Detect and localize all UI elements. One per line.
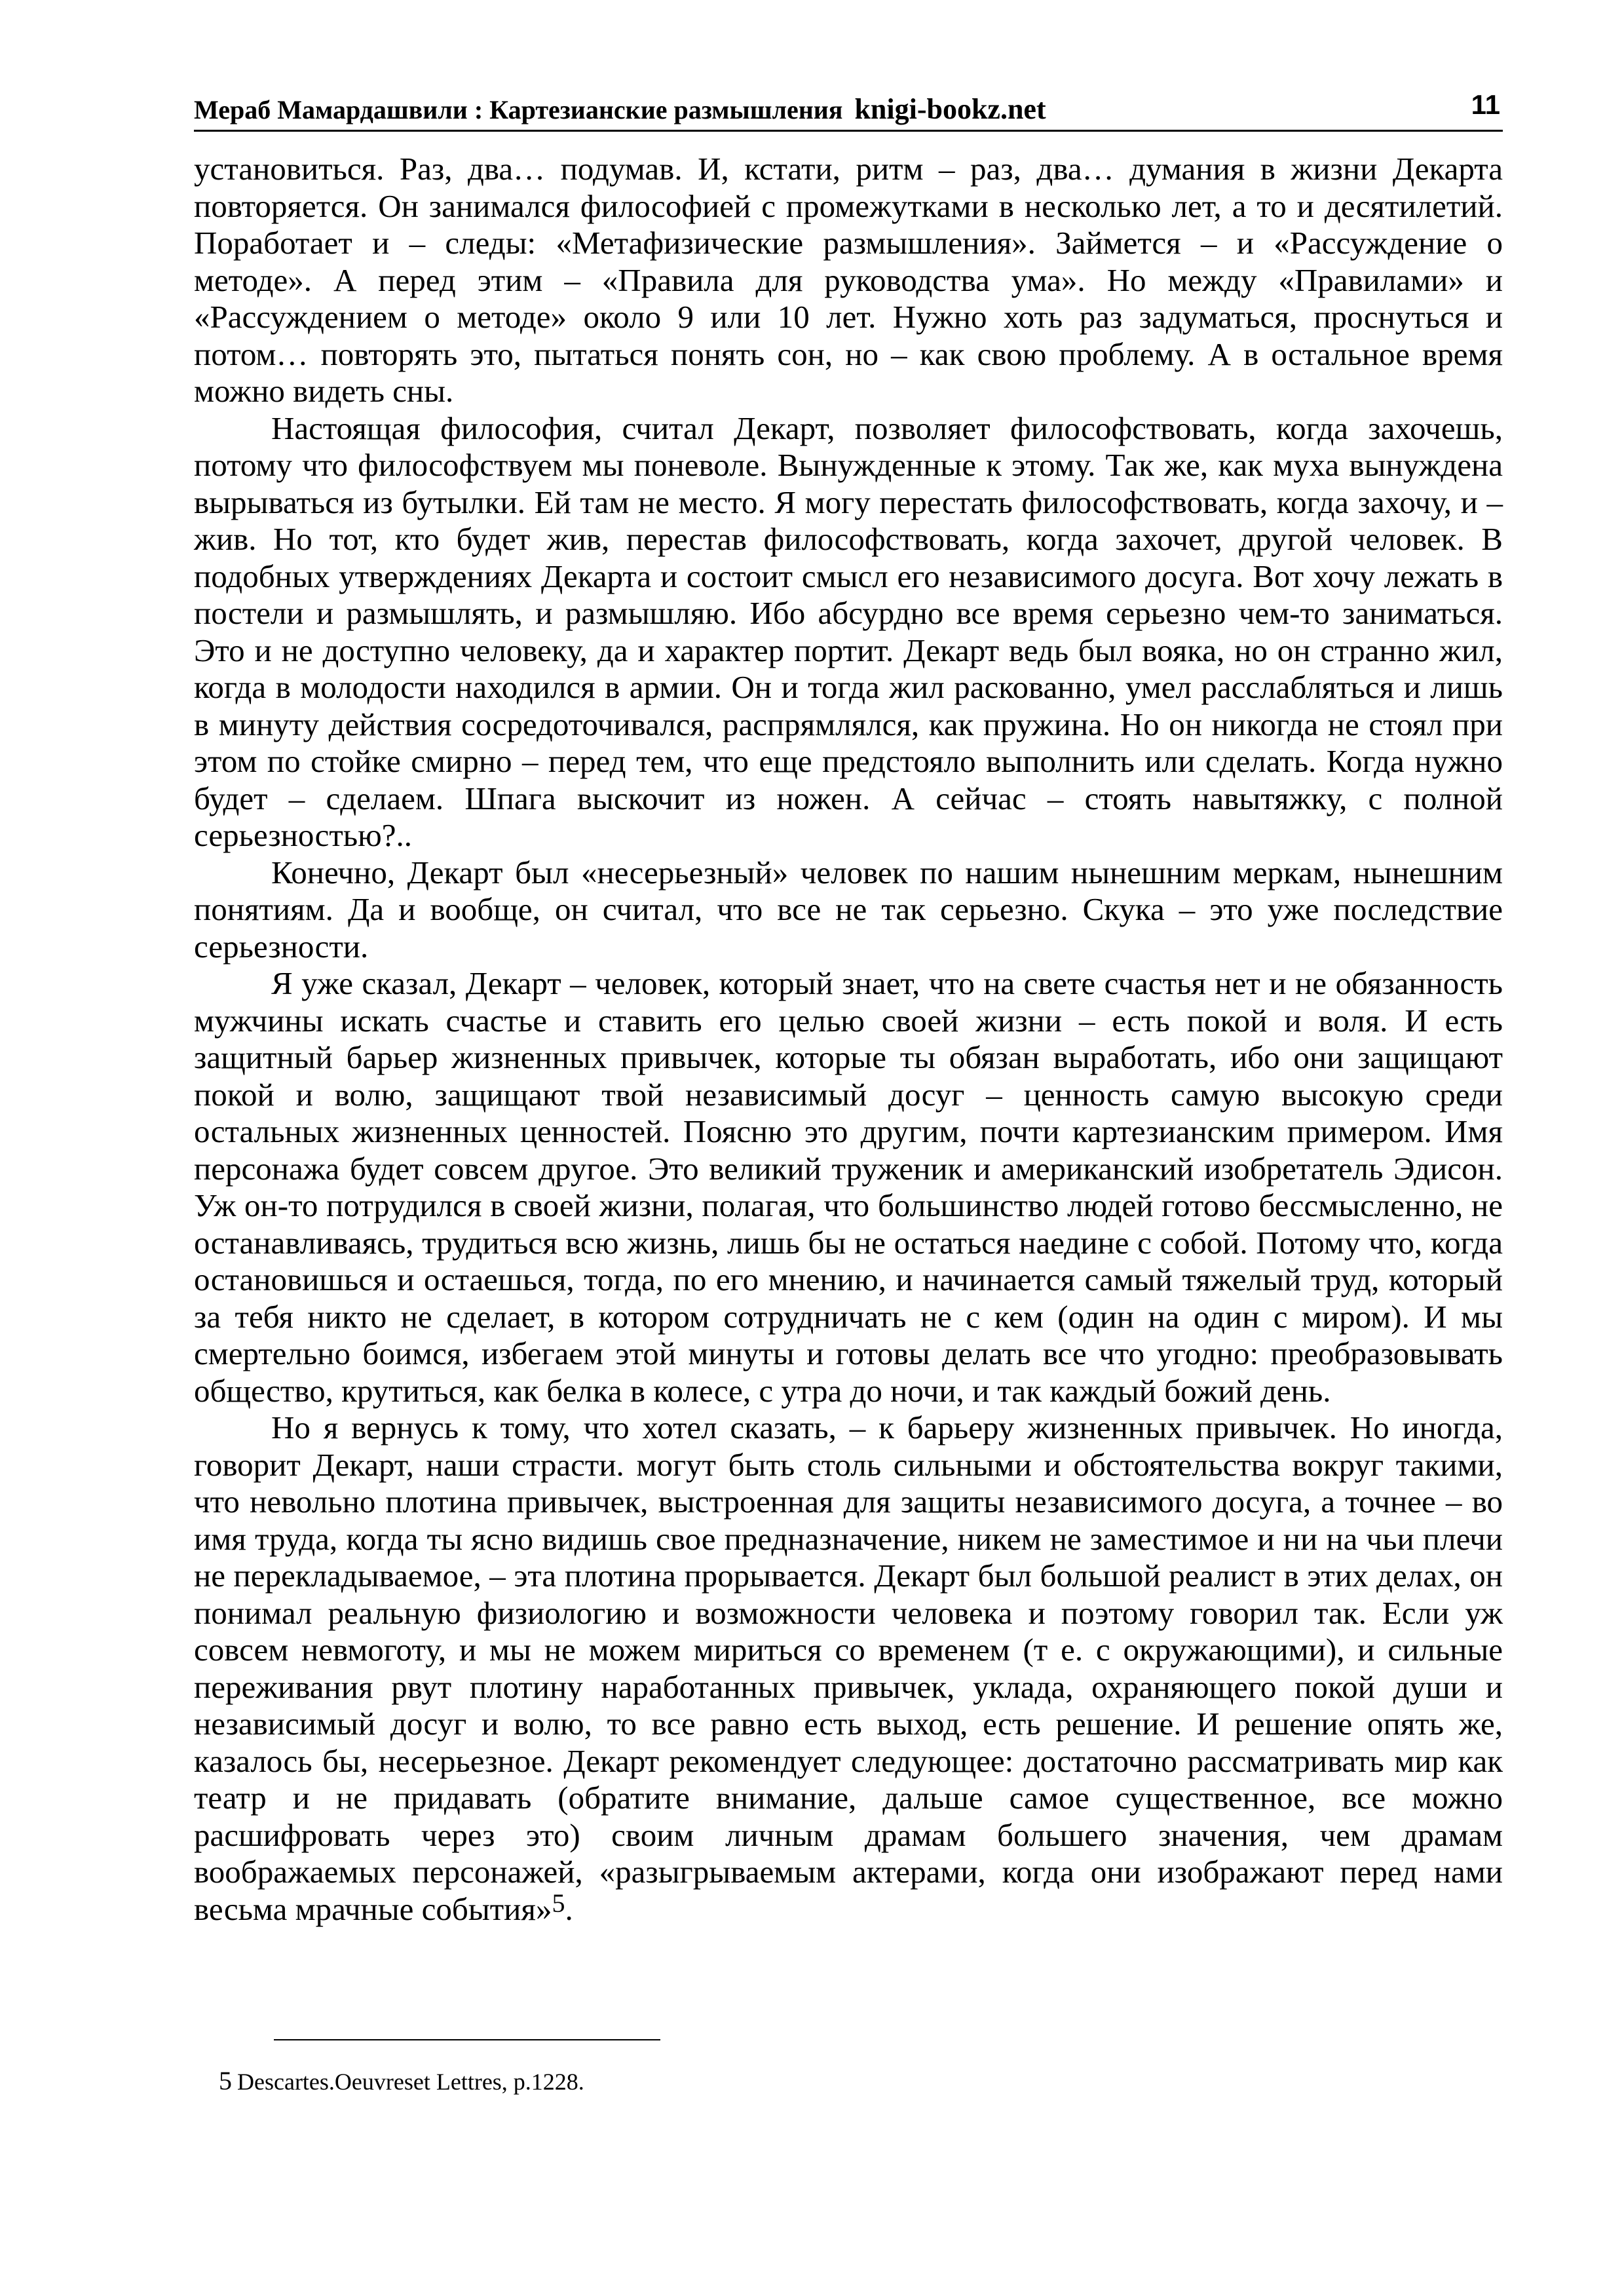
main-text — [194, 151, 1503, 1928]
page-number: 11 — [1471, 89, 1500, 120]
paragraph-1: установиться. Раз, два… подумав. И, кстати, ритм – раз, два… думания в жизни Декарта повторяется. Он занимался философией с промежутками в несколько лет, а то и десятилетий. Поработает и – следы: «Метафизические размышления». Займется – и «Рассуждение о методе». А перед этим – «Правила для руководства ума». Но между «Правилами» и «Рассуждением о методе» около 9 или 10 лет. Нужно хоть раз задуматься, проснуться и потом… повторять это, пытаться понять сон, но – как свою проблему. А в остальное время можно видеть сны. — [194, 151, 1503, 409]
paragraph-2: Настоящая философия, считал Декарт, позволяет философствовать, когда захочешь, потому что философствуем мы поневоле. Вынужденные к этому. Так же, как муха вынуждена вырываться из бутылки. Ей там не место. Я могу перестать философствовать, когда захочу, и – жив. Но тот, кто будет жив, перестав философствовать, когда захочет, другой человек. В подобных утверждениях Декарта и состоит смысл его независимого досуга. Вот хочу лежать в постели и размышлять, и размышляю. Ибо абсурдно все время серьезно чем-то заниматься. Это и не доступно человеку, да и характер портит. Декарт ведь был вояка, но он странно жил, когда в молодости находился в армии. Он и тогда жил раскованно, умел расслабляться и лишь в минуту действия сосредоточивался, распрямлялся, как пружина. Но он никогда не стоял при этом по стойке смирно – перед тем, что еще предстояло выполнить или сделать. Когда нужно будет – сделаем. Шпага выскочит из ножен. А сейчас – стоять навытяжку, с полной серьезностью?.. — [194, 410, 1503, 853]
footnote-number: 5 — [219, 2066, 232, 2095]
site-name: knigi-bookz.net — [854, 93, 1046, 125]
paragraph-5: Но я вернусь к тому, что хотел сказать, – к барьеру жизненных привычек. Но иногда, говорит Декарт, наши страсти. могут быть столь сильными и обстоятельства вокруг такими, что невольно плотина привычек, выстроенная для защиты независимого досуга, а точнее – во имя труда, когда ты ясно видишь свое предназначение, никем не заместимое и ни на чьи плечи не перекладываемое, – эта плотина прорывается. Декарт был большой реалист в этих делах, он понимал реальную физиологию и возможности человека и поэтому говорил так. Если уж совсем невмоготу, и мы не можем мириться со временем (т е. с окружающими), и сильные переживания рвут плотину наработанных привычек, уклада, охраняющего покой души и независимый досуг и волю, то все равно есть выход, есть решение. И решение опять же, казалось бы, несерьезное. Декарт рекомендует следующее: достаточно рассматривать мир как театр и не придавать (обратите внимание, дальше самое существенное, все можно расшифровать через это) своим личным драмам большего значения, чем драмам воображаемых персонажей, «разыгрываемым актерами, когда они изображают перед нами весьма мрачные события»$^5$. — [194, 1409, 1503, 1927]
page-header — [194, 90, 1503, 132]
book-title: Мераб Мамардашвили : Картезианские размышления — [194, 95, 843, 124]
paragraph-4: Я уже сказал, Декарт – человек, который знает, что на свете счастья нет и не обязанность мужчины искать счастье и ставить его целью своей жизни – есть покой и воля. И есть защитный барьер жизненных привычек, которые ты обязан выработать, ибо они защищают покой и волю, защищают твой независимый досуг – ценность самую высокую среди остальных жизненных ценностей. Поясню это другим, почти картезианским примером. Имя персонажа будет совсем другое. Это великий труженик и американский изобретатель Эдисон. Уж он-то потрудился в своей жизни, полагая, что большинство людей готово бессмысленно, не останавливаясь, трудиться всю жизнь, лишь бы не остаться наедине с собой. Потому что, когда остановишься и остаешься, тогда, по его мнению, и начинается самый тяжелый труд, который за тебя никто не сделает, в котором сотрудничать не с кем (один на один с миром). И мы смертельно боимся, избегаем этой минуты и готовы делать все что угодно: преобразовывать общество, крутиться, как белка в колесе, с утра до ночи, и так каждый божий день. — [194, 965, 1503, 1409]
footnote-reference[interactable]: 5 — [552, 1888, 565, 1918]
footnote-text: Descartes.Oeuvreset Lettres, p.1228. — [237, 2069, 584, 2095]
paragraph-5-text: Но я вернусь к тому, что хотел сказать, – к барьеру жизненных привычек. Но иногда, говорит Декарт, наши страсти. могут быть столь сильными и обстоятельства вокруг такими, что невольно плотина привычек, выстроенная для защиты независимого досуга, а точнее – во имя труда, когда ты ясно видишь свое предназначение, никем не заместимое и ни на чьи плечи не перекладываемое, – эта плотина прорывается. Декарт был большой реалист в этих делах, он понимал реальную физиологию и возможности человека и поэтому говорил так. Если уж совсем невмоготу, и мы не можем мириться со временем (т е. с окружающими), и сильные переживания рвут плотину наработанных привычек, уклада, охраняющего покой души и независимый досуг и волю, то все равно есть выход, есть решение. И решение опять же, казалось бы, несерьезное. Декарт рекомендует следующее: достаточно рассматривать мир как театр и не придавать (обратите внимание, дальше самое существенное, все можно расшифровать через это) своим личным драмам большего значения, чем драмам воображаемых персонажей, «разыгрываемым актерами, когда они изображают перед нами весьма мрачные события» — [194, 1409, 1503, 1927]
footnote — [219, 2065, 584, 2096]
paragraph-3: Конечно, Декарт был «несерьезный» человек по нашим нынешним меркам, нынешним понятиям. Да и вообще, он считал, что все не так серьезно. Скука – это уже последствие серьезности. — [194, 854, 1503, 965]
footnote-divider — [274, 2039, 660, 2040]
running-title — [194, 92, 1046, 126]
